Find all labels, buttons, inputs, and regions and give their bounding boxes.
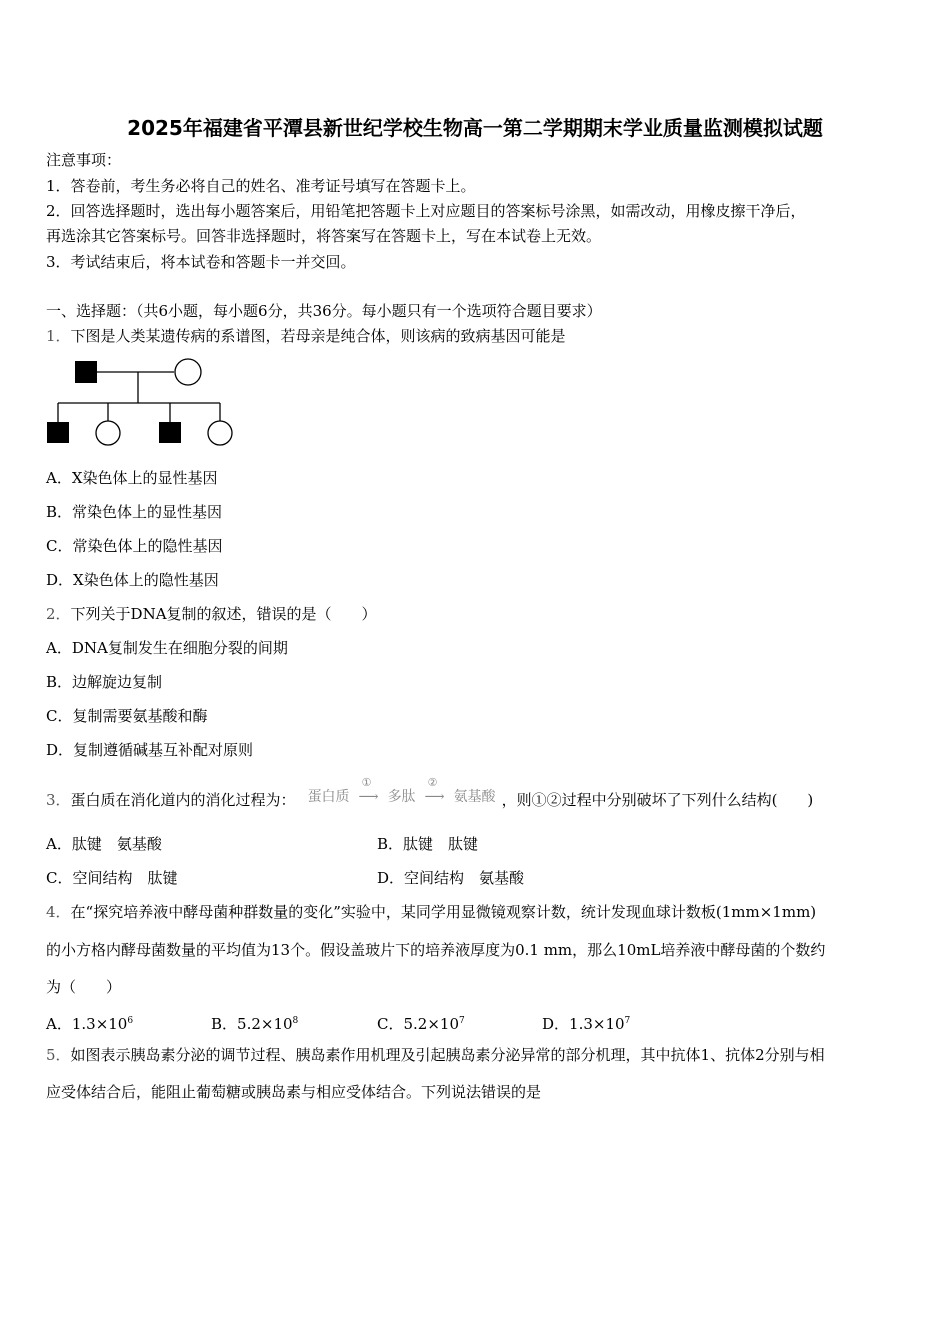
note-item: 1．答卷前，考生务必将自己的姓名、准考证号填写在答题卡上。 — [46, 177, 476, 195]
question-stem-line: 为（ ） — [46, 978, 122, 996]
option-a: A．DNA复制发生在细胞分裂的间期 — [46, 639, 288, 657]
question-4 — [46, 902, 816, 922]
question-2 — [46, 604, 377, 624]
question-stem: 蛋白质在消化道内的消化过程为： — [70, 791, 296, 809]
option-d: D．X染色体上的隐性基因 — [46, 571, 219, 589]
option-b — [211, 1011, 298, 1034]
page-title: 2025年福建省平潭县新世纪学校生物高一第二学期期末学业质量监测模拟试题 — [127, 116, 823, 140]
question-1 — [46, 326, 566, 346]
daughter-symbol — [96, 421, 120, 445]
affected-son-symbol — [47, 422, 69, 443]
option-exponent: 7 — [459, 1016, 465, 1026]
affected-son-symbol — [159, 422, 181, 443]
option-b: B．肽键 肽键 — [377, 835, 479, 853]
note-item: 3．考试结束后，将本试卷和答题卡一并交回。 — [46, 253, 356, 271]
option-a: A．X染色体上的显性基因 — [46, 469, 218, 487]
question-stem: 下图是人类某遗传病的系谱图，若母亲是纯合体，则该病的致病基因可能是 — [70, 327, 566, 345]
option-c — [377, 1011, 465, 1034]
affected-father-symbol — [75, 361, 97, 383]
option-label: D．1.3×10 — [542, 1015, 625, 1033]
question-number: 5． — [46, 1046, 71, 1064]
question-number: 3． — [46, 791, 71, 809]
pedigree-diagram — [44, 355, 244, 450]
daughter-symbol — [208, 421, 232, 445]
question-stem-line: 的小方格内酵母菌数量的平均值为13个。假设盖玻片下的培养液厚度为0.1 mm，那么10mL培养液中酵母菌的个数约 — [46, 941, 826, 959]
question-stem: 下列关于DNA复制的叙述，错误的是（ ） — [70, 605, 377, 623]
flow-amino-acid: 氨基酸 — [453, 789, 496, 805]
option-exponent: 6 — [127, 1016, 134, 1026]
question-5 — [46, 1045, 825, 1065]
flow-step-1: ① — [361, 776, 372, 789]
question-stem: 如图表示胰岛素分泌的调节过程、胰岛素作用机理及引起胰岛素分泌异常的部分机理，其中抗体1、抗体2分别与相 — [70, 1046, 825, 1064]
option-exponent: 7 — [624, 1016, 631, 1026]
flow-step-2: ② — [427, 776, 438, 789]
flow-polypeptide: 多肽 — [387, 789, 416, 805]
question-stem-tail: ，则①②过程中分别破坏了下列什么结构( ) — [501, 791, 814, 809]
flow-protein: 蛋白质 — [307, 789, 350, 805]
question-3 — [46, 776, 814, 810]
option-label: C．5.2×10 — [377, 1015, 459, 1033]
option-a: A．肽键 氨基酸 — [46, 835, 162, 853]
option-c: C．空间结构 肽键 — [46, 869, 178, 887]
option-label: B．5.2×10 — [211, 1015, 293, 1033]
option-d: D．复制遵循碱基互补配对原则 — [46, 741, 254, 759]
question-stem: 在“探究培养液中酵母菌种群数量的变化”实验中，某同学用显微镜观察计数，统计发现血球计数板(1mm×1mm) — [70, 903, 817, 921]
mother-symbol — [175, 359, 201, 385]
note-item: 再选涂其它答案标号。回答非选择题时，将答案写在答题卡上，写在本试卷上无效。 — [46, 227, 602, 245]
question-number: 4． — [46, 903, 71, 921]
option-c: C．常染色体上的隐性基因 — [46, 537, 223, 555]
arrow-icon — [350, 776, 388, 807]
arrow-icon — [416, 776, 454, 807]
option-d: D．空间结构 氨基酸 — [377, 869, 525, 887]
question-stem-line: 应受体结合后，能阻止葡萄糖或胰岛素与相应受体结合。下列说法错误的是 — [46, 1083, 542, 1101]
question-number: 1． — [46, 327, 71, 345]
option-a — [46, 1011, 133, 1034]
note-item: 2．回答选择题时，选出每小题答案后，用铅笔把答题卡上对应题目的答案标号涂黑，如需改动，用橡皮擦干净后， — [46, 202, 806, 220]
section-heading: 一、选择题：（共6小题，每小题6分，共36分。每小题只有一个选项符合题目要求） — [46, 302, 602, 320]
notes-heading: 注意事项： — [46, 151, 122, 169]
option-b: B．常染色体上的显性基因 — [46, 503, 223, 521]
question-number: 2． — [46, 605, 71, 623]
option-label: A．1.3×10 — [46, 1015, 128, 1033]
option-d — [542, 1011, 630, 1034]
option-exponent: 8 — [292, 1016, 299, 1026]
option-b: B．边解旋边复制 — [46, 673, 163, 691]
digestion-flow-diagram — [307, 776, 496, 807]
option-c: C．复制需要氨基酸和酶 — [46, 707, 208, 725]
